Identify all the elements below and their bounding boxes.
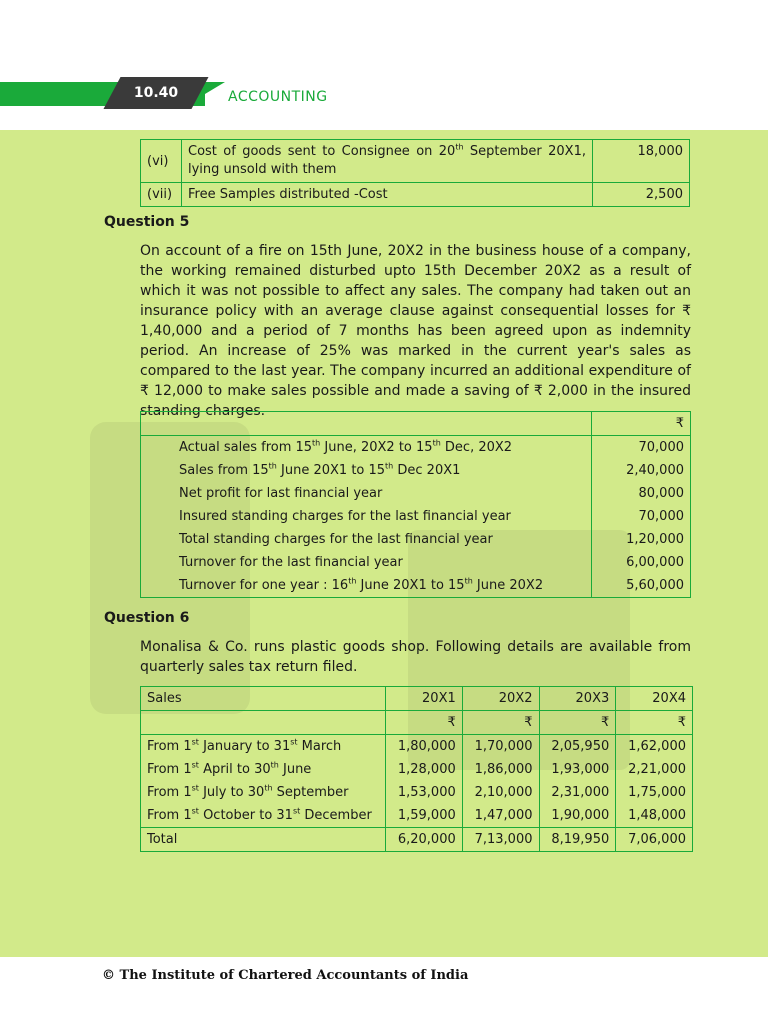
continued-table (140, 139, 690, 207)
column-header-sales: Sales (141, 687, 386, 711)
cell-value: 1,86,000 (462, 758, 539, 781)
row-number: (vi) (141, 140, 182, 183)
cell-value: 1,53,000 (386, 781, 463, 804)
cell-value: 2,31,000 (539, 781, 616, 804)
cell-value: 1,75,000 (616, 781, 693, 804)
row-description: Cost of goods sent to Consignee on 20th September 20X1, lying unsold with them (182, 140, 593, 183)
page-number: 10.40 (133, 85, 179, 101)
cell-value: 1,48,000 (616, 804, 693, 828)
total-value: 6,20,000 (386, 828, 463, 852)
row-value: 6,00,000 (592, 551, 691, 574)
row-value: 80,000 (592, 482, 691, 505)
row-label: From 1st January to 31st March (141, 735, 386, 759)
cell-value: 1,93,000 (539, 758, 616, 781)
column-header-year: 20X1 (386, 687, 463, 711)
table-row (141, 781, 693, 804)
table-row (141, 574, 691, 598)
row-label: From 1st October to 31st December (141, 804, 386, 828)
question-5-heading: Question 5 (104, 214, 190, 230)
cell-value: 1,80,000 (386, 735, 463, 759)
row-value: 70,000 (592, 436, 691, 460)
total-row (141, 828, 693, 852)
question-6-table (140, 686, 693, 852)
cell-value: 1,70,000 (462, 735, 539, 759)
table-row (141, 528, 691, 551)
row-label: From 1st April to 30th June (141, 758, 386, 781)
cell-value: 2,21,000 (616, 758, 693, 781)
cell-value: 1,28,000 (386, 758, 463, 781)
table-row (141, 436, 691, 460)
cell-value: 1,62,000 (616, 735, 693, 759)
row-label: Sales from 15th June 20X1 to 15th Dec 20X1 (141, 459, 592, 482)
total-value: 8,19,950 (539, 828, 616, 852)
currency-symbol: ₹ (592, 412, 691, 436)
cell-value: 1,59,000 (386, 804, 463, 828)
row-label: Insured standing charges for the last financial year (141, 505, 592, 528)
table-row (141, 140, 690, 183)
column-header-year: 20X2 (462, 687, 539, 711)
question-6-heading: Question 6 (104, 610, 190, 626)
row-description: Free Samples distributed -Cost (182, 183, 593, 207)
column-header-year: 20X4 (616, 687, 693, 711)
question-5-text: On account of a fire on 15th June, 20X2 in the business house of a company, the working remained disturbed upto 15th December 20X2 as a result of which it was not possible to affect any sales. The company had taken out an insurance policy with an average clause against consequential losses for ₹ 1,40,000 and a period of 7 months has been agreed upon as indemnity period. An increase of 25% was marked in the current year's sales as compared to the last year. The company incurred an additional expenditure of ₹ 12,000 to make sales possible and made a saving of ₹ 2,000 in the insured standing charges. (140, 243, 691, 419)
cell-value: 1,47,000 (462, 804, 539, 828)
footer-copyright: © The Institute of Chartered Accountants of India (102, 968, 469, 983)
row-amount: 18,000 (593, 140, 690, 183)
total-value: 7,13,000 (462, 828, 539, 852)
table-row (141, 758, 693, 781)
table-header-row (141, 687, 693, 711)
row-amount: 2,500 (593, 183, 690, 207)
total-value: 7,06,000 (616, 828, 693, 852)
row-value: 5,60,000 (592, 574, 691, 598)
column-header-year: 20X3 (539, 687, 616, 711)
cell-value: 2,05,950 (539, 735, 616, 759)
table-row (141, 804, 693, 828)
table-row (141, 482, 691, 505)
table-row (141, 183, 690, 207)
row-label: Actual sales from 15th June, 20X2 to 15th Dec, 20X2 (141, 436, 592, 460)
table-row (141, 459, 691, 482)
row-number: (vii) (141, 183, 182, 207)
row-label: Net profit for last financial year (141, 482, 592, 505)
currency-blank (141, 711, 386, 735)
section-title: ACCOUNTING (228, 89, 328, 105)
question-6-text: Monalisa & Co. runs plastic goods shop. Following details are available from quarterly sales tax return filed. (140, 639, 691, 675)
row-label: Turnover for the last financial year (141, 551, 592, 574)
table-row (141, 505, 691, 528)
currency-symbol: ₹ (539, 711, 616, 735)
currency-row (141, 711, 693, 735)
row-label: Turnover for one year : 16th June 20X1 to 15th June 20X2 (141, 574, 592, 598)
currency-symbol: ₹ (616, 711, 693, 735)
currency-symbol: ₹ (386, 711, 463, 735)
cell-value: 2,10,000 (462, 781, 539, 804)
table-row (141, 735, 693, 759)
header-blank (141, 412, 592, 436)
row-value: 70,000 (592, 505, 691, 528)
row-label: From 1st July to 30th September (141, 781, 386, 804)
row-value: 1,20,000 (592, 528, 691, 551)
question-5-table (140, 411, 691, 598)
table-row (141, 551, 691, 574)
row-label: Total standing charges for the last financial year (141, 528, 592, 551)
cell-value: 1,90,000 (539, 804, 616, 828)
currency-symbol: ₹ (462, 711, 539, 735)
page-header (0, 0, 768, 130)
total-label: Total (141, 828, 386, 852)
table-header-row (141, 412, 691, 436)
row-value: 2,40,000 (592, 459, 691, 482)
